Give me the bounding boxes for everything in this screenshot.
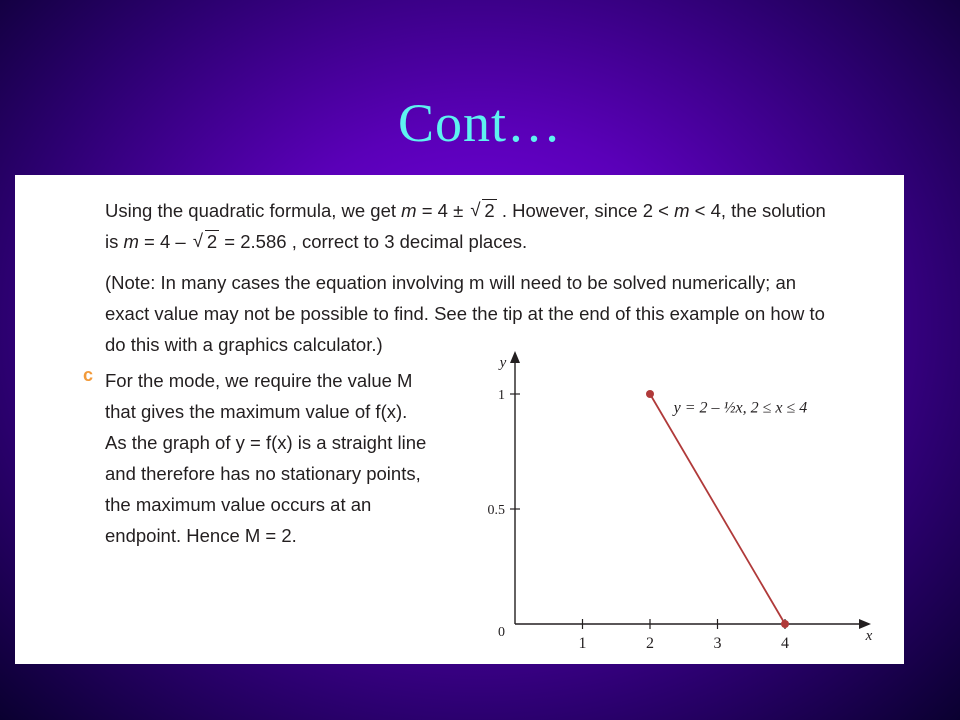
y-tick-label: 0.5 bbox=[487, 503, 505, 518]
slide-title: Cont… bbox=[397, 93, 563, 153]
text-segment: = 4 – bbox=[138, 231, 191, 252]
sqrt-expression bbox=[193, 226, 219, 257]
y-tick-label: 0 bbox=[498, 625, 505, 640]
note-line-2: exact value may not be possible to find. See the tip at the end of this example on how to bbox=[105, 303, 825, 324]
part-c-line-3: As the graph of y = f(x) is a straight line bbox=[105, 432, 427, 453]
radicand: 2 bbox=[206, 231, 218, 252]
variable-m: m bbox=[401, 200, 417, 221]
variable-m: m bbox=[674, 200, 690, 221]
text-segment: = 2.586 , correct to 3 decimal places. bbox=[219, 231, 528, 252]
content-panel bbox=[15, 175, 904, 664]
endpoint-marker bbox=[781, 620, 789, 628]
text-segment: is bbox=[105, 231, 124, 252]
solution-line-2 bbox=[105, 226, 527, 257]
part-c-line-5: the maximum value occurs at an bbox=[105, 494, 372, 515]
y-axis-label: y bbox=[499, 355, 507, 371]
text-segment: < 4, the solution bbox=[689, 200, 826, 221]
part-c-line-2: that gives the maximum value of f(x). bbox=[105, 401, 408, 422]
text-segment: . However, since 2 < bbox=[496, 200, 675, 221]
variable-m: m bbox=[123, 231, 139, 252]
part-c-line-6: endpoint. Hence M = 2. bbox=[105, 525, 297, 546]
equation-annotation: y = 2 – ½x, 2 ≤ x ≤ 4 bbox=[673, 399, 808, 417]
note-line-3: do this with a graphics calculator.) bbox=[105, 334, 383, 355]
radicand: 2 bbox=[484, 200, 495, 221]
part-c-line-4: and therefore has no stationary points, bbox=[105, 463, 421, 484]
text-segment: = 4 ± bbox=[416, 200, 469, 221]
text-segment: Using the quadratic formula, we get bbox=[105, 200, 402, 221]
line-segment bbox=[650, 394, 785, 624]
x-tick-label: 4 bbox=[781, 635, 789, 652]
note-line-1: (Note: In many cases the equation involving m will need to be solved numerically; an bbox=[105, 272, 797, 293]
x-tick-label: 1 bbox=[578, 635, 587, 652]
solution-line-1 bbox=[105, 195, 826, 226]
endpoint-marker bbox=[646, 390, 654, 398]
part-c-line-1: For the mode, we require the value M bbox=[105, 370, 413, 391]
y-tick-label: 1 bbox=[498, 388, 505, 403]
x-axis-label: x bbox=[865, 628, 873, 644]
function-graph bbox=[470, 345, 890, 665]
part-c-label: c bbox=[83, 365, 94, 385]
sqrt-expression bbox=[470, 195, 496, 226]
y-axis-arrow bbox=[510, 351, 520, 363]
x-tick-label: 3 bbox=[713, 635, 722, 652]
x-tick-label: 2 bbox=[646, 635, 654, 652]
